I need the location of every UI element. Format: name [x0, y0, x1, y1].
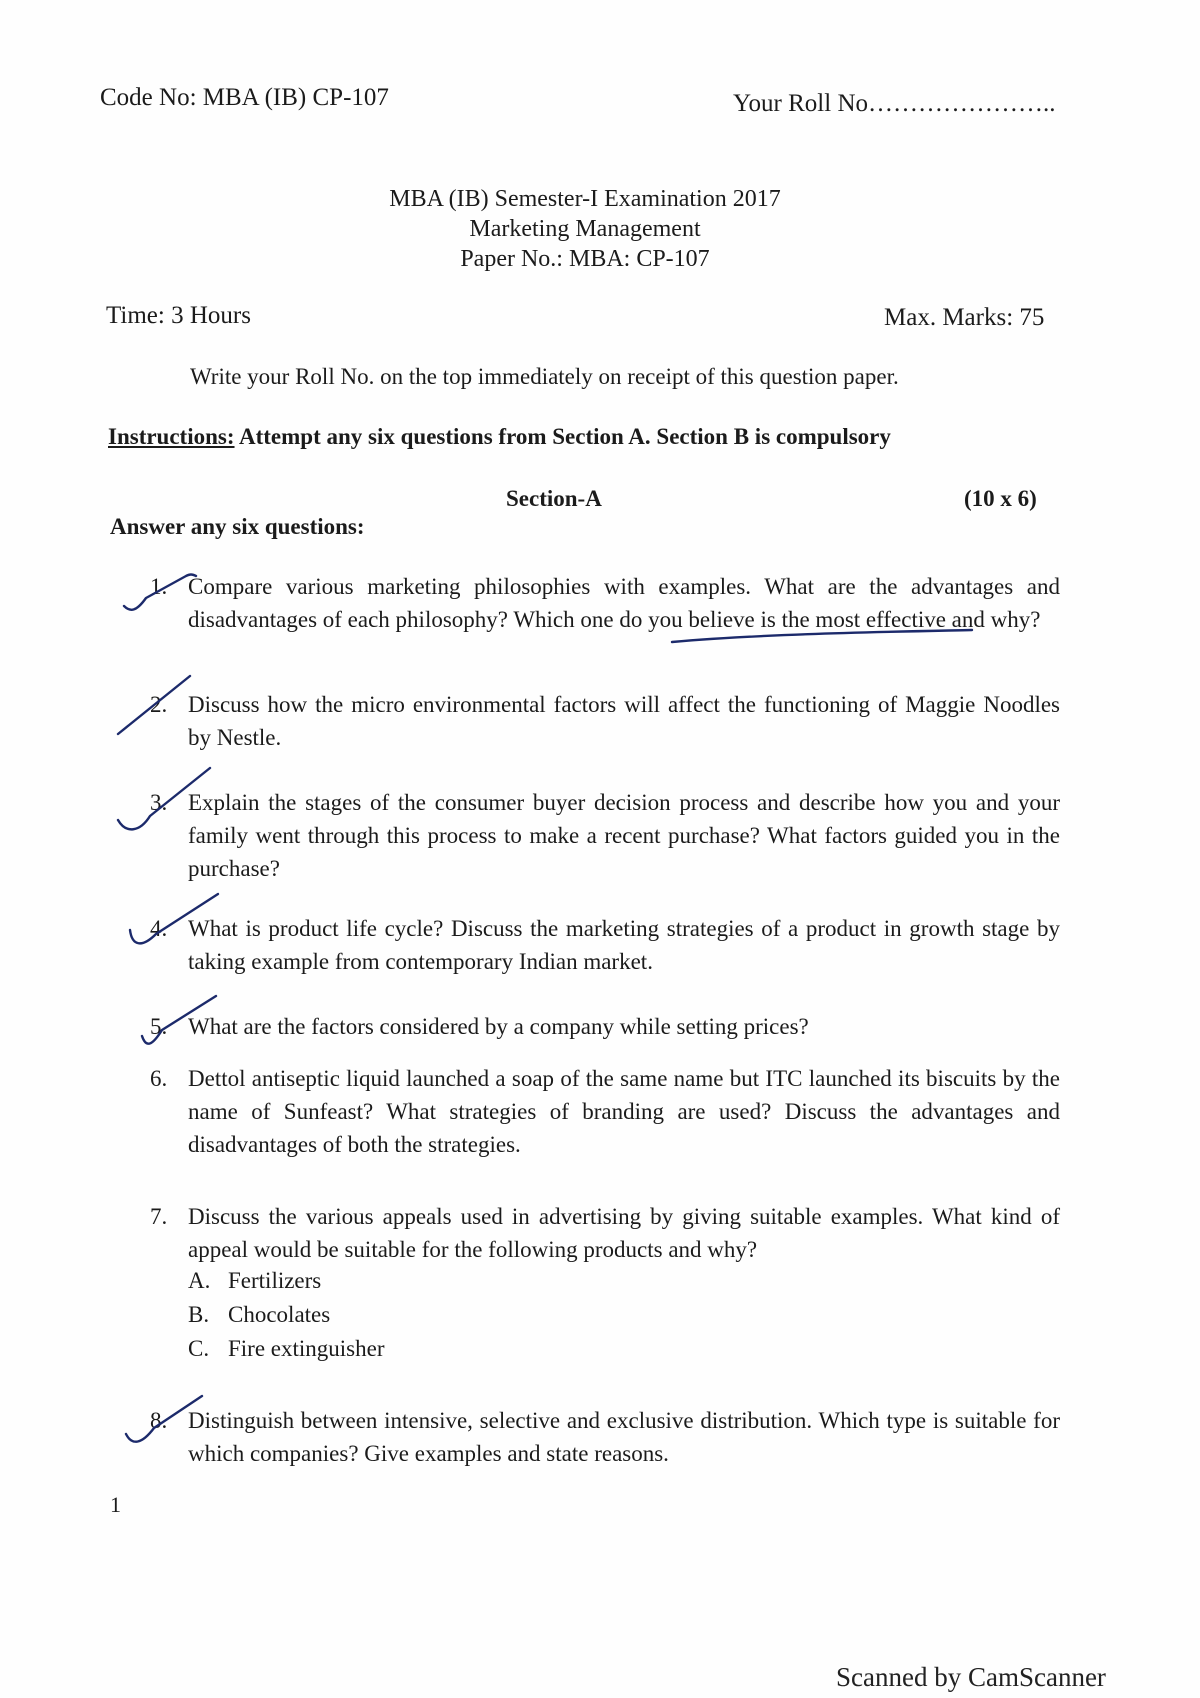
question-text: What are the factors considered by a company while setting prices? [188, 1014, 809, 1039]
option-text: Fertilizers [228, 1268, 322, 1293]
instructions [108, 424, 891, 450]
code-number: Code No: MBA (IB) CP-107 [100, 84, 389, 111]
question-text: Dettol antiseptic liquid launched a soap of the same name but ITC launched its biscuits by the name of Sunfeast? What strategies of branding are used? Discuss the advantages and disadvantages of both the strategies. [188, 1066, 1060, 1157]
question-text: Discuss the various appeals used in advertising by giving suitable examples. What kind of appeal would be suitable for the following products and why? [188, 1204, 1060, 1262]
option-letter: A. [188, 1268, 211, 1293]
question-number: 7. [150, 1204, 168, 1229]
instructions-label: Instructions: [108, 424, 235, 449]
paper-number: Paper No.: MBA: CP-107 [460, 246, 710, 272]
subject-title: Marketing Management [469, 216, 701, 242]
option-text: Fire extinguisher [228, 1336, 385, 1361]
question-1 [150, 570, 1060, 636]
roll-number-field: Your Roll No………………….. [733, 90, 1056, 117]
question-text: Explain the stages of the consumer buyer decision process and describe how you and your family went through this process to make a recent purchase? What factors guided you in the purchase? [188, 790, 1060, 881]
question-text: Distinguish between intensive, selective and exclusive distribution. Which type is suitable for which companies? Give examples and state reasons. [188, 1408, 1060, 1466]
question-4 [150, 912, 1060, 978]
option-text: Chocolates [228, 1302, 331, 1327]
question-text: Discuss how the micro environmental factors will affect the functioning of Maggie Noodles by Nestle. [188, 692, 1060, 750]
max-marks: Max. Marks: 75 [884, 304, 1045, 331]
option-letter: C. [188, 1336, 210, 1361]
question-text: Compare various marketing philosophies with examples. What are the advantages and disadvantages of each philosophy? Which one do you believe is the most effective and why? [188, 574, 1060, 632]
q7-option-c [188, 1332, 385, 1366]
question-5 [150, 1010, 1060, 1043]
question-number: 4. [150, 916, 168, 941]
question-text: What is product life cycle? Discuss the marketing strategies of a product in growth stage by taking example from contemporary Indian market. [188, 916, 1060, 974]
exam-title: MBA (IB) Semester-I Examination 2017 [389, 186, 781, 212]
section-marks: (10 x 6) [964, 486, 1037, 511]
scanner-watermark: Scanned by CamScanner [836, 1662, 1106, 1692]
time-allowed: Time: 3 Hours [106, 302, 251, 329]
q7-option-a [188, 1264, 321, 1298]
section-prompt: Answer any six questions: [110, 514, 365, 539]
question-8 [150, 1404, 1060, 1470]
instructions-text: Attempt any six questions from Section A. Section B is compulsory [234, 424, 891, 449]
question-number: 8. [150, 1408, 168, 1433]
question-6 [150, 1062, 1060, 1161]
question-number: 6. [150, 1066, 168, 1091]
roll-number-instruction: Write your Roll No. on the top immediately on receipt of this question paper. [190, 364, 899, 389]
question-3 [150, 786, 1060, 885]
question-number: 5. [150, 1014, 168, 1039]
q7-option-b [188, 1298, 330, 1332]
section-title: Section-A [506, 486, 602, 511]
question-7 [150, 1200, 1060, 1266]
question-number: 3. [150, 790, 168, 815]
page-number: 1 [110, 1492, 121, 1517]
option-letter: B. [188, 1302, 210, 1327]
question-2 [150, 688, 1060, 754]
question-number: 2. [150, 692, 168, 717]
question-number: 1. [150, 574, 168, 599]
